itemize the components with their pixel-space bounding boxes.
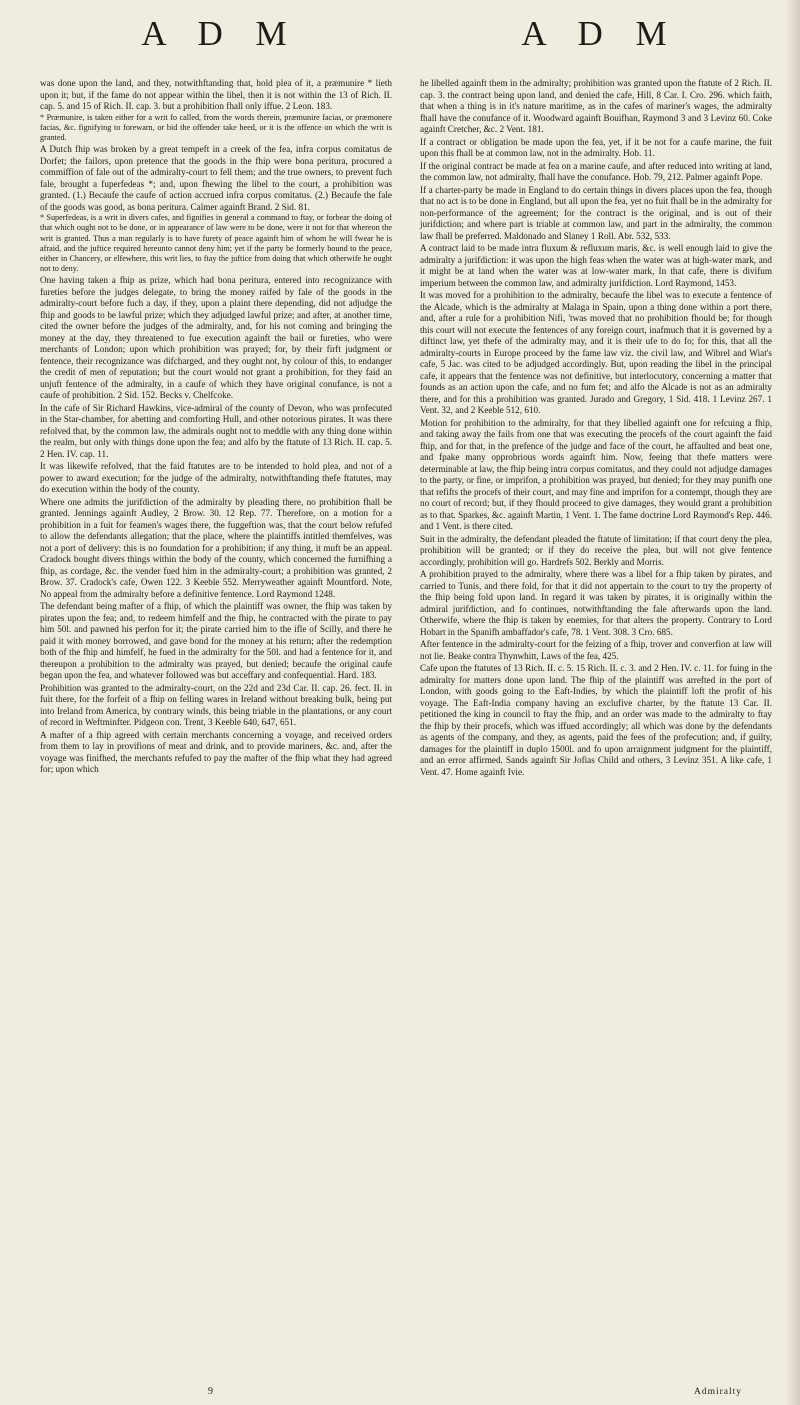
paragraph: It was moved for a prohibition to the admiralty, becaufe the libel was to execute a fentence of the Alcade, which is the admiralty at Malaga in Spain, upon a thing done within a port there, and, after a rule for a prohibition Nifi, 'twas moved that no prohibition fhould be; for though this court will not execute the fentences of any foreign court, inafmuch that it is governed by a diftinct law, yet thefe of the admiralty may, and it is their ufe to do fo; for this, that all the admiralty-courts in Europe proceed by the fame law viz. the civil law, and Wibrel and Wiat's cafe, 5 Jac. was cited to be adjudged accordingly. But, upon reading the libel in the principal cafe, it appears that the fentence was not definitive, but interlocutory, concerning a matter that founds as an action upon the cafe, and no fum fet; and alfo the Alcade is not as an admiralty there, and for this a prohibition was granted. Jurado and Gregory, 1 Sid. 418. 1 Levinz 267. 1 Vent. 32, and 2 Keeble 512, 610. — [420, 290, 772, 415]
page-number: 9 — [208, 1386, 213, 1397]
paragraph: Cafe upon the ftatutes of 13 Rich. II. c. 5. 15 Rich. II. c. 3. and 2 Hen. IV. c. 11. for fuing in the admiralty for matters done upon land. The fhip of the plaintiff was arrefted in the port of London, with goods going to the Eaft-Indies, by which the plaintiff loft the profit of his voyage. The Eaft-India company having an exclufive charter, by the ftatute 13 Car. II. petitioned the king in council to ftay the fhip, and an order was made to the admiralty to ftay the fhip by their procefs, which was iffued accordingly; all which was done by the defendants as agents of the company, and they, as agents, paid the fees of the profecution; and, if guilty, damages for the plaintiff in duplo 1500l. and fo upon arraignment judgment for the plaintiff, and an error affirmed. Sands againft Sir Jofias Child and others, 3 Levinz 351. A like cafe, 1 Vent. 47. Home againft Ivie. — [420, 663, 772, 777]
footnote-supersedeas: * Superfedeas, is a writ in divers cafes, and fignifies in general a command to ftay, or forbear the doing of that which ought not to be done, or in appearance of law were to be done, were it not for that whereon the writ is granted. Thus a man regularly is to have furety of peace againft him of whom he will fwear he is afraid, and the juftice required hereunto cannot deny him; yet if the party be formerly bound to the peace, either in Chancery, or elfewhere, this writ lies, to ftay the juftice from doing that which otherwife he ought not to deny. — [40, 213, 392, 274]
paragraph: After fentence in the admiralty-court for the feizing of a fhip, trover and converfion at law will not lie. Beake contra Thynwhitt, Laws of the fea, 425. — [420, 639, 772, 661]
paragraph: Motion for prohibition to the admiralty, for that they libelled againft one for refcuing a fhip, and taking away the fails from one that was executing the procefs of the court againft the faid fhip, and for that, in the prefence of the judge and face of the court, he affaulted and beat one, and fpake many opprobrious words againft him. Now, feeing that thefe matters were determinable at law, the fhip being intra corpus comitatus, and they could not adjudge damages to the party, or fine, or imprifon, a prohibition was prayed, but denied; for they may punifh one that refifts the procefs of their court, and may fine and imprifon for a contempt, though they are no court of record; but, if they fhould proceed to give damages, they would grant a prohibition as to that. Sparkes, &c. againft Martin, 1 Vent. 1. The fame doctrine Lord Raymond's Rep. 446. and 1 Vent. is there cited. — [420, 417, 772, 531]
paragraph: A contract laid to be made intra fluxum & refluxum maris, &c. is well enough laid to give the admiralty a jurifdiction: it was upon the high feas when the water was at high-water mark, and it might be at land when the water was at low-water mark, In that cafe, there is divifum imperium between the common law, and admiralty jurifdiction. Lord Raymond, 1453. — [420, 243, 772, 288]
running-head-right: A D M — [521, 14, 679, 53]
paragraph: A Dutch fhip was broken by a great tempeft in a creek of the fea, infra corpus comitatus de Dorfet; the failors, upon pretence that the goods in the fhip were bona peritura, procured a commiffion of fale out of the admiralty-court to fell them; and the true owners, to prevent fuch fale, brought a fuperfedeas *; and, upon fhewing the libel to the court, a prohibition was granted. (1.) Becaufe the caufe of action accrued infra corpus comitatus. (2.) Becaufe the fale of the goods was good, as bona peritura. Calmer againft Brand. 2 Sid. 81. — [40, 144, 392, 212]
catchword: Admiralty — [694, 1387, 743, 1397]
right-column — [420, 78, 772, 778]
running-head — [0, 14, 800, 70]
paragraph: A prohibition prayed to the admiralty, where there was a libel for a fhip taken by pirates, and carried to Tunis, and there fold, for that it did not appertain to the court to try the property of the fhip being fold upon land. In regard it was taken by pirates, it is originally within the admiral jurifdiction, and fo continues, notwithftanding the fale afterwards upon the land. Otherwife, where the fhip is taken by enemies, for that alters the property. Contrary to Lord Hobart in the Spanifh ambaffador's cafe, 78. 1 Vent. 308. 3 Cro. 685. — [420, 569, 772, 637]
paragraph: he libelled againft them in the admiralty; prohibition was granted upon the ftatute of 2 Rich. II. cap. 3. the contract being upon land, and denied the cafe, Hill, 8 Car. I. Cro. 296. which faith, that when a thing is in it's nature maritime, as in the cafes of mariner's wages, the admiralty fhall have the conufance of it. Woodward againft Bouifhan, Raymond 3 and 3 Levinz 60. Coke againft Cretcher, &c. 2 Vent. 181. — [420, 78, 772, 134]
paragraph: A mafter of a fhip agreed with certain merchants concerning a voyage, and received orders from them to lay in provifions of meat and drink, and to provide mariners, &c. and, after the voyage was finifhed, the merchants refufed to pay the mafter of the fhip what they had agreed for; upon which — [40, 729, 392, 775]
paragraph: If a contract or obligation be made upon the fea, yet, if it be not for a caufe marine, the fuit upon this fhall be at common law, not in the admiralty. Hob. 11. — [420, 136, 772, 158]
paragraph: Where one admits the jurifdiction of the admiralty by pleading there, no prohibition fhall be granted. Jennings againft Audley, 2 Brow. 30. 12 Rep. 77. Therefore, on a motion for a prohibition in a fuit for feamen's wages there, the fuggeftion was, that the court below refufed to allow the defendants allegation; that the place, where the plaintiffs intitled themfelves, was not a port of delivery: this is no foundation for a prohibition; if any thing, it muft be an appeal. Cradock bought divers things within the body of the county, which concerned the furnifhing a fhip, as cordage, &c. the vender fued him in the admiralty-court; a prohibition was granted, 2 Brow. 37. Cradock's cafe, Owen 122. 3 Keeble 552. Merryweather againft Mountford. Note, No appeal from the admiralty before a definitive fentence. Lord Raymond 1248. — [40, 496, 392, 599]
paragraph: If a charter-party be made in England to do certain things in divers places upon the fea, though that no act is to be done in England, but all upon the fea, yet no fuit fhall be in the admiralty for non-performance of the agreement; for the contract is the original, and is out of their jurifdiction; and where part is triable at common law, and part in the admiralty, the common law fhall be preferred. Maldonado and Slaney 1 Roll. Abr. 532, 533. — [420, 184, 772, 241]
paragraph: was done upon the land, and they, notwithftanding that, hold plea of it, a præmunire * lieth upon it; but, if the fame do not appear within the libel, then it is not within the 13 of Rich. II. cap. 5. and 15 of Rich. II. cap. 3. but a prohibition fhall only iffue. 2 Leon. 183. — [40, 78, 392, 111]
running-head-left: A D M — [141, 14, 299, 53]
page-edge-shadow — [786, 0, 800, 1405]
left-column — [40, 78, 392, 776]
paragraph: If the original contract be made at fea on a marine caufe, and after reduced into writing at land, the common law, not admiralty, fhall have the conufance. Hob. 79, 212. Palmer againft Pope. — [420, 160, 772, 182]
paragraph: Prohibition was granted to the admiralty-court, on the 22d and 23d Car. II. cap. 26. fect. II. in fuit there, for the forfeit of a fhip on felling wares in Ireland without breaking bulk, being put into Ireland from America, by contrary winds, this being triable in the plantations, or any court of record in Weftminfter. Pidgeon con. Trent, 3 Keeble 640, 647, 651. — [40, 682, 392, 728]
paragraph: In the cafe of Sir Richard Hawkins, vice-admiral of the county of Devon, who was profecuted in the Star-chamber, for abetting and comforting Hull, and other notorious pirates. It was there refolved that, by the common law, the admirals ought not to meddle with any thing done within the realm, but only with things done upon the fea; and alfo by the ftatute of 13 Rich. II. cap. 5. 2 Hen. IV. cap. 11. — [40, 402, 392, 459]
paragraph: The defendant being mafter of a fhip, of which the plaintiff was owner, the fhip was taken by pirates upon the fea; and, to redeem himfelf and the fhip, he contracted with the pirate to pay him 50l. and pawned his perfon for it; the pirate carried him to the ifle of Scilly, and there he paid it with money borrowed, and gave bond for the money at his return; after the redemption both of the fhip and himfelf, he fued in the admiralty for the 50l. and had a fentence for it, and thereupon a prohibition to the admiralty was prayed, but denied; becaufe the original caufe began upon the fea, and whatever followed was but acceffary and confequential. Hard. 183. — [40, 601, 392, 681]
paragraph: Suit in the admiralty, the defendant pleaded the ftatute of limitation; if that court deny the plea, prohibition will be granted; or if they do receive the plea, but will not give fentence accordingly, prohibition will go. Hardrefs 502. Berkly and Morris. — [420, 533, 772, 567]
footnote-praemunire: * Præmunire, is taken either for a writ fo called, from the words therein, præmunire facias, or præmonere facias, &c. fignifying to forewarn, or bid the offender take heed, or it is the offence on which the writ is granted. — [40, 112, 392, 142]
paragraph: One having taken a fhip as prize, which had bona peritura, entered into recognizance with fureties before the judges delegate, to bring the money raifed by fale of the goods in the admiralty-court before fuch a day, if they, upon a plaint there depending, did not adjudge the fhip and goods to be lawful prize; which they adjudged lawful prize; and after, at another time, cited the owner before the judges of the admiralty, and, for his not coming and bringing the money at the day, they threatened to fue execution againft the bail or fureties, who were merchants of London; upon which prohibition was prayed; for, by their firft judgment or fentence, their recognizance was difcharged, and they ought not, by colour of this, to endanger the credit of men of reputation; but the court would not grant a prohibition, for they faid an unjuft fentence of the admiralty, in a caufe of which they have original conufance, is not a caufe of prohibition. 2 Sid. 152. Becks v. Chelfcoke. — [40, 275, 392, 401]
paragraph: It was likewife refolved, that the faid ftatutes are to be intended to hold plea, and not of a power to award execution; for the judge of the admiralty, notwithftanding thefe ftatutes, may do execution within the body of the county. — [40, 461, 392, 495]
